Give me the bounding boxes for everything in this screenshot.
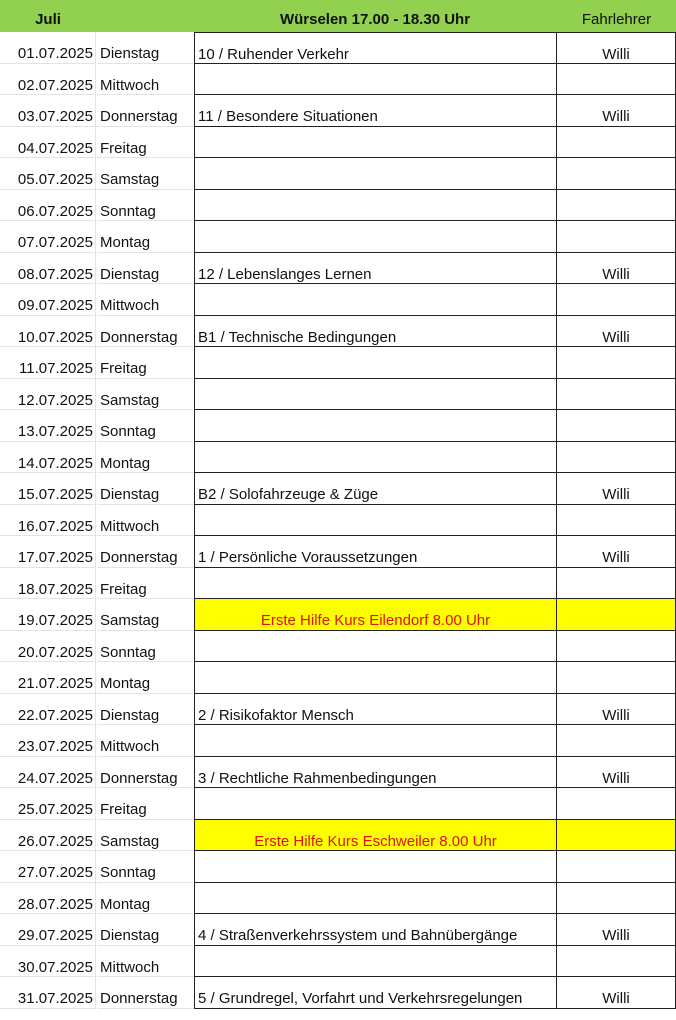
lesson-cell (194, 788, 557, 820)
lesson-cell (194, 158, 557, 190)
lesson-cell (194, 347, 557, 379)
table-row (0, 820, 676, 852)
schedule-rows (0, 32, 676, 1009)
weekday-cell: Mittwoch (97, 284, 194, 316)
weekday-cell: Mittwoch (97, 505, 194, 537)
table-row (0, 883, 676, 915)
weekday-cell: Dienstag (97, 32, 194, 64)
table-row (0, 694, 676, 726)
instructor-cell (557, 505, 676, 537)
instructor-cell: Willi (557, 473, 676, 505)
date-cell: 22.07.2025 (0, 694, 96, 726)
table-row (0, 347, 676, 379)
weekday-cell: Dienstag (97, 694, 194, 726)
instructor-cell (557, 662, 676, 694)
table-row (0, 190, 676, 222)
weekday-cell: Freitag (97, 127, 194, 159)
date-cell: 25.07.2025 (0, 788, 96, 820)
weekday-cell: Sonntag (97, 410, 194, 442)
date-cell: 09.07.2025 (0, 284, 96, 316)
date-cell: 26.07.2025 (0, 820, 96, 852)
weekday-cell: Donnerstag (97, 536, 194, 568)
weekday-cell: Montag (97, 442, 194, 474)
instructor-cell (557, 410, 676, 442)
lesson-cell (194, 284, 557, 316)
instructor-cell (557, 442, 676, 474)
date-cell: 18.07.2025 (0, 568, 96, 600)
date-cell: 20.07.2025 (0, 631, 96, 663)
date-cell: 24.07.2025 (0, 757, 96, 789)
date-cell: 30.07.2025 (0, 946, 96, 978)
weekday-cell: Mittwoch (97, 64, 194, 96)
table-row (0, 127, 676, 159)
table-row (0, 788, 676, 820)
instructor-cell (557, 568, 676, 600)
table-row (0, 725, 676, 757)
instructor-cell (557, 284, 676, 316)
instructor-cell (557, 127, 676, 159)
lesson-cell (194, 442, 557, 474)
date-cell: 19.07.2025 (0, 599, 96, 631)
instructor-cell (557, 631, 676, 663)
table-row (0, 284, 676, 316)
instructor-cell: Willi (557, 694, 676, 726)
table-row (0, 977, 676, 1009)
instructor-cell (557, 946, 676, 978)
date-cell: 03.07.2025 (0, 95, 96, 127)
table-row (0, 662, 676, 694)
date-cell: 04.07.2025 (0, 127, 96, 159)
weekday-cell: Montag (97, 662, 194, 694)
date-cell: 27.07.2025 (0, 851, 96, 883)
weekday-cell: Samstag (97, 158, 194, 190)
lesson-cell (194, 221, 557, 253)
table-row (0, 95, 676, 127)
weekday-cell: Sonntag (97, 851, 194, 883)
date-cell: 08.07.2025 (0, 253, 96, 285)
weekday-cell: Freitag (97, 788, 194, 820)
instructor-cell: Willi (557, 914, 676, 946)
instructor-cell (557, 64, 676, 96)
weekday-cell: Sonntag (97, 631, 194, 663)
date-cell: 31.07.2025 (0, 977, 96, 1009)
lesson-cell: 5 / Grundregel, Vorfahrt und Verkehrsregelungen (194, 977, 557, 1009)
date-cell: 02.07.2025 (0, 64, 96, 96)
instructor-cell (557, 820, 676, 852)
instructor-cell (557, 599, 676, 631)
table-row (0, 473, 676, 505)
weekday-cell: Dienstag (97, 473, 194, 505)
weekday-cell: Donnerstag (97, 316, 194, 348)
table-row (0, 757, 676, 789)
table-row (0, 253, 676, 285)
lesson-cell: B2 / Solofahrzeuge & Züge (194, 473, 557, 505)
weekday-cell: Montag (97, 221, 194, 253)
lesson-cell: 10 / Ruhender Verkehr (194, 32, 557, 64)
table-row (0, 851, 676, 883)
weekday-cell: Donnerstag (97, 757, 194, 789)
instructor-cell: Willi (557, 32, 676, 64)
table-row (0, 631, 676, 663)
date-cell: 01.07.2025 (0, 32, 96, 64)
table-row (0, 505, 676, 537)
table-row (0, 64, 676, 96)
lesson-cell: 4 / Straßenverkehrssystem und Bahnübergänge (194, 914, 557, 946)
date-cell: 13.07.2025 (0, 410, 96, 442)
table-row (0, 914, 676, 946)
lesson-cell (194, 883, 557, 915)
table-row (0, 410, 676, 442)
lesson-cell (194, 64, 557, 96)
table-row (0, 158, 676, 190)
instructor-cell (557, 190, 676, 222)
lesson-cell (194, 505, 557, 537)
weekday-cell: Sonntag (97, 190, 194, 222)
date-cell: 28.07.2025 (0, 883, 96, 915)
date-cell: 15.07.2025 (0, 473, 96, 505)
lesson-cell (194, 568, 557, 600)
lesson-cell (194, 725, 557, 757)
date-cell: 23.07.2025 (0, 725, 96, 757)
lesson-cell (194, 190, 557, 222)
weekday-cell: Donnerstag (97, 977, 194, 1009)
table-row (0, 379, 676, 411)
instructor-heading: Fahrlehrer (581, 11, 652, 28)
instructor-cell (557, 158, 676, 190)
table-row (0, 536, 676, 568)
lesson-cell: 12 / Lebenslanges Lernen (194, 253, 557, 285)
lesson-cell: 3 / Rechtliche Rahmenbedingungen (194, 757, 557, 789)
instructor-cell (557, 221, 676, 253)
table-row (0, 946, 676, 978)
date-cell: 12.07.2025 (0, 379, 96, 411)
instructor-cell (557, 347, 676, 379)
weekday-cell: Dienstag (97, 253, 194, 285)
lesson-cell (194, 946, 557, 978)
instructor-cell: Willi (557, 536, 676, 568)
event-cell: Erste Hilfe Kurs Eilendorf 8.00 Uhr (194, 599, 557, 631)
date-cell: 06.07.2025 (0, 190, 96, 222)
lesson-cell: 2 / Risikofaktor Mensch (194, 694, 557, 726)
instructor-cell: Willi (557, 253, 676, 285)
instructor-cell (557, 851, 676, 883)
date-cell: 11.07.2025 (0, 347, 96, 379)
instructor-cell: Willi (557, 977, 676, 1009)
instructor-cell (557, 788, 676, 820)
lesson-cell (194, 851, 557, 883)
lesson-cell: B1 / Technische Bedingungen (194, 316, 557, 348)
lesson-cell (194, 662, 557, 694)
lesson-cell: 11 / Besondere Situationen (194, 95, 557, 127)
date-cell: 16.07.2025 (0, 505, 96, 537)
lesson-cell (194, 410, 557, 442)
weekday-cell: Mittwoch (97, 946, 194, 978)
event-cell: Erste Hilfe Kurs Eschweiler 8.00 Uhr (194, 820, 557, 852)
table-row (0, 568, 676, 600)
weekday-cell: Montag (97, 883, 194, 915)
month-heading: Juli (35, 11, 61, 28)
lesson-cell (194, 379, 557, 411)
weekday-cell: Samstag (97, 379, 194, 411)
date-cell: 21.07.2025 (0, 662, 96, 694)
table-row (0, 221, 676, 253)
table-row (0, 32, 676, 64)
weekday-cell: Freitag (97, 347, 194, 379)
instructor-cell (557, 725, 676, 757)
date-cell: 05.07.2025 (0, 158, 96, 190)
instructor-cell (557, 379, 676, 411)
table-row (0, 599, 676, 631)
table-header (0, 0, 676, 32)
date-cell: 29.07.2025 (0, 914, 96, 946)
instructor-cell: Willi (557, 316, 676, 348)
weekday-cell: Donnerstag (97, 95, 194, 127)
weekday-cell: Freitag (97, 568, 194, 600)
lesson-cell: 1 / Persönliche Voraussetzungen (194, 536, 557, 568)
instructor-cell (557, 883, 676, 915)
weekday-cell: Mittwoch (97, 725, 194, 757)
date-cell: 14.07.2025 (0, 442, 96, 474)
date-cell: 17.07.2025 (0, 536, 96, 568)
weekday-cell: Samstag (97, 599, 194, 631)
table-row (0, 316, 676, 348)
weekday-cell: Samstag (97, 820, 194, 852)
instructor-cell: Willi (557, 95, 676, 127)
date-cell: 07.07.2025 (0, 221, 96, 253)
date-cell: 10.07.2025 (0, 316, 96, 348)
table-row (0, 442, 676, 474)
instructor-cell: Willi (557, 757, 676, 789)
lesson-cell (194, 127, 557, 159)
lesson-cell (194, 631, 557, 663)
weekday-cell: Dienstag (97, 914, 194, 946)
schedule-title: Würselen 17.00 - 18.30 Uhr (279, 11, 471, 28)
